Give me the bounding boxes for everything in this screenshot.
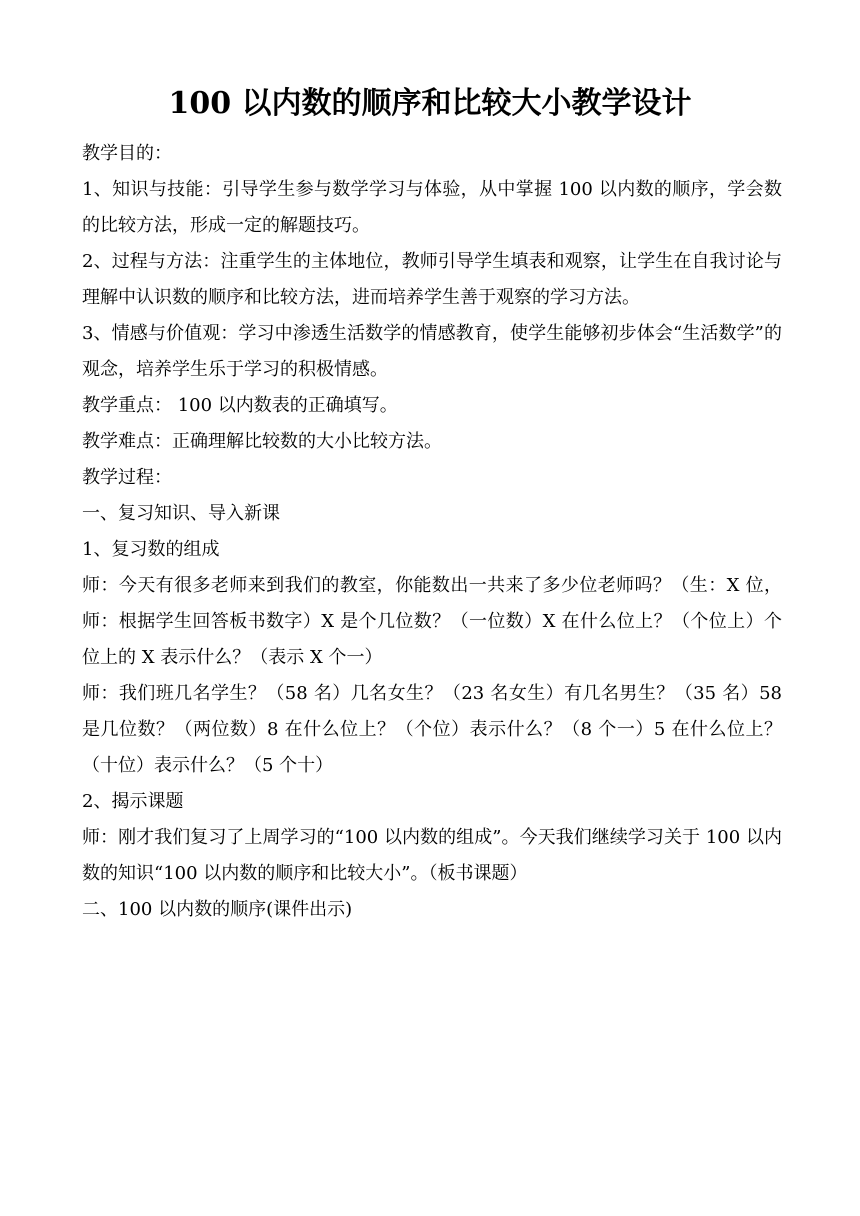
heading-part-one: 一、复习知识、导入新课	[82, 503, 280, 524]
objective-knowledge-skills: 1、知识与技能：引导学生参与数学学习与体验，从中掌握 100 以内数的顺序，学会数的比较方法，形成一定的解题技巧。	[82, 179, 782, 236]
section-label-process: 教学过程：	[82, 467, 172, 488]
objective-process-methods: 2、过程与方法：注重学生的主体地位，教师引导学生填表和观察，让学生在自我讨论与理解中认识数的顺序和比较方法，进而培养学生善于观察的学习方法。	[82, 251, 782, 308]
dialogue-paragraph-2: 师：我们班几名学生？（58 名）几名女生？（23 名女生）有几名男生？（35 名）58 是几位数？（两位数）8 在什么位上？（个位）表示什么？（8 个一）5 在什么位上？（十位）表示什么？（5 个十）	[82, 683, 782, 776]
difficult-point: 教学难点：正确理解比较数的大小比较方法。	[82, 431, 442, 452]
document-body	[82, 136, 782, 928]
dialogue-paragraph-3: 师：刚才我们复习了上周学习的“100 以内数的组成”。今天我们继续学习关于 100 以内数的知识“100 以内数的顺序和比较大小”。（板书课题）	[82, 827, 782, 884]
section-label-objectives: 教学目的：	[82, 143, 172, 164]
heading-part-two: 二、100 以内数的顺序(课件出示)	[82, 899, 353, 920]
subheading-review-composition: 1、复习数的组成	[82, 539, 220, 560]
key-point: 教学重点： 100 以内数表的正确填写。	[82, 395, 398, 416]
document-title: 100 以内数的顺序和比较大小教学设计	[168, 86, 692, 121]
subheading-reveal-topic: 2、揭示课题	[82, 791, 184, 812]
objective-emotion-values: 3、情感与价值观：学习中渗透生活数学的情感教育，使学生能够初步体会“生活数学”的观念，培养学生乐于学习的积极情感。	[82, 323, 782, 380]
dialogue-paragraph-1: 师：今天有很多老师来到我们的教室，你能数出一共来了多少位老师吗？（生：X 位，师：根据学生回答板书数字）X 是个几位数？（一位数）X 在什么位上？（个位上）个位上的 X 表示什么？（表示 X 个一）	[82, 575, 782, 668]
